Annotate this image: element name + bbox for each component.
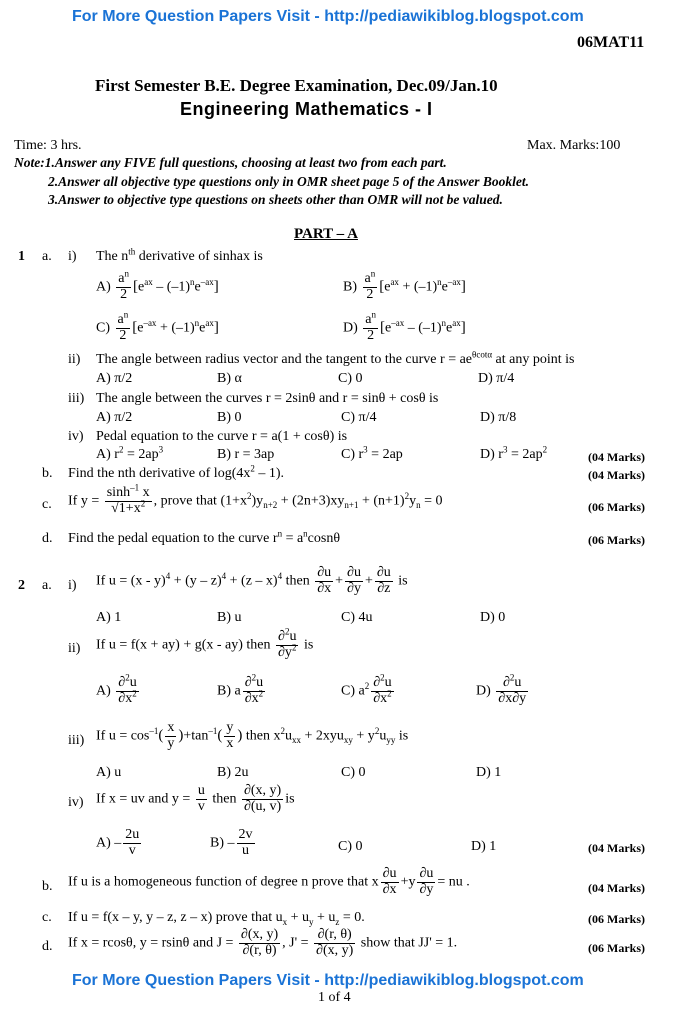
q1a-i-option-a: A) $\frac{a^n}{2}$ $[e^{ax} - (-1)^ne^{-ax}]$ xyxy=(96,268,219,302)
q2a-ii-option-d: D) $\frac{\partial^2u}{\partial x\partial y}$ xyxy=(476,672,527,706)
q1c-marks: (06 Marks) xyxy=(588,500,645,514)
q1a-i-text: The $n^{th}$ derivative of sinhax is xyxy=(96,246,263,264)
q1a-ii-text: The angle between radius vector and the tangent to the curve $r = ae^{\theta cot\alpha}$ at any point is xyxy=(96,349,575,367)
q2a-iv-label: iv) xyxy=(68,795,84,810)
q2a-ii-label: ii) xyxy=(68,641,81,656)
q2a-label: a. xyxy=(42,578,52,593)
q1a-marks: (04 Marks) xyxy=(588,450,645,464)
q1a-i-label: i) xyxy=(68,249,77,264)
q1a-label: a. xyxy=(42,249,52,264)
note-1: Note:1.Answer any FIVE full questions, choosing at least two from each part. xyxy=(14,155,447,170)
note-3: 3.Answer to objective type questions on sheets other than OMR will not be valued. xyxy=(48,192,503,207)
q1a-iii-option-c: C) π/4 xyxy=(341,410,377,425)
q2b-marks: (04 Marks) xyxy=(588,881,645,895)
q1a-iii-text: The angle between the curves r = 2sinθ and r = sinθ + cosθ is xyxy=(96,391,439,406)
top-banner-link[interactable]: For More Question Papers Visit - http://pediawikiblog.blogspot.com xyxy=(72,8,584,25)
q2b-label: b. xyxy=(42,879,53,894)
q1a-iv-option-b: B) r = 3ap xyxy=(217,447,275,462)
q1a-iii-option-a: A) π/2 xyxy=(96,410,133,425)
part-heading: PART – A xyxy=(294,226,358,242)
q1b-marks: (04 Marks) xyxy=(588,468,645,482)
exam-title: First Semester B.E. Degree Examination, Dec.09/Jan.10 xyxy=(95,76,498,95)
q1a-iv-label: iv) xyxy=(68,429,84,444)
q2a-marks: (04 Marks) xyxy=(588,841,645,855)
q1a-iv-option-d: D) $r^3 = 2ap^2$ xyxy=(480,444,548,462)
q2d-label: d. xyxy=(42,939,53,954)
q2a-i-option-b: B) u xyxy=(217,610,242,625)
q1b-label: b. xyxy=(42,466,53,481)
q1a-i-option-d: D) $\frac{a^n}{2}$ $[e^{-ax} - (-1)^ne^{ax}]$ xyxy=(343,309,466,343)
q1d-text: Find the pedal equation to the curve $r^n = a^n\cos n\theta$ xyxy=(68,528,341,546)
q2a-ii-text: If u = f(x + ay) + g(x - ay) then $\frac{\partial^2u}{\partial y^2}$ is xyxy=(96,626,314,660)
q2a-i-label: i) xyxy=(68,578,77,593)
q2a-iii-text: If $u = \cos^{-1}$( $\frac{x}{y}$ )$+\tan^{-1}$( $\frac{y}{x}$ ) then $x^2u_{xx} + 2xyu_{xy} + y^2u_{yy}$ is xyxy=(96,720,409,751)
q2a-ii-option-c: C) $a^2$ $\frac{\partial^2u}{\partial x^2}$ xyxy=(341,672,392,706)
subject-title: Engineering Mathematics - I xyxy=(180,99,433,119)
q1a-ii-label: ii) xyxy=(68,352,81,367)
max-marks-label: Max. Marks:100 xyxy=(527,138,621,153)
q1a-ii-option-c: C) 0 xyxy=(338,371,363,386)
q2b-text: If u is a homogeneous function of degree n prove that x $\frac{\partial u}{\partial x}$ +y $\frac{\partial u}{\partial y}$ = nu . xyxy=(68,866,470,897)
q1a-iii-label: iii) xyxy=(68,391,85,406)
q1a-iv-text: Pedal equation to the curve r = a(1 + cosθ) is xyxy=(96,429,348,444)
q2a-iv-text: If x = uv and y = $\frac{u}{v}$ then $\frac{\partial(x, y)}{\partial(u, v)}$ is xyxy=(96,783,295,814)
q2a-iii-option-c: C) 0 xyxy=(341,765,366,780)
q1a-ii-option-d: D) π/4 xyxy=(478,371,515,386)
q2a-i-option-c: C) 4u xyxy=(341,610,373,625)
q1a-i-option-b: B) $\frac{a^n}{2}$ $[e^{ax} + (-1)^ne^{-ax}]$ xyxy=(343,268,466,302)
paper-code: 06MAT11 xyxy=(577,34,645,51)
time-label: Time: 3 hrs. xyxy=(14,138,82,153)
q1a-iii-option-d: D) π/8 xyxy=(480,410,517,425)
q1a-i-option-c: C) $\frac{a^n}{2}$ $[e^{-ax} + (-1)^ne^{ax}]$ xyxy=(96,309,219,343)
q2a-i-text: If u = (x - y)$^4$ + (y – z)$^4$ + (z – x)$^4$ then $\frac{\partial u}{\partial x}$ + $\frac{\partial u}{\partial y}$ + $\frac{\partial u}{\partial z}$ is xyxy=(96,565,408,596)
page-number: 1 of 4 xyxy=(318,990,351,1005)
q2a-i-option-d: D) 0 xyxy=(480,610,506,625)
q2a-iii-option-b: B) 2u xyxy=(217,765,249,780)
q2d-marks: (06 Marks) xyxy=(588,941,645,955)
q1c-label: c. xyxy=(42,497,52,512)
q2c-marks: (06 Marks) xyxy=(588,912,645,926)
q1a-ii-option-b: B) α xyxy=(217,371,242,386)
q2a-i-option-a: A) 1 xyxy=(96,610,122,625)
q2a-iv-option-a: A) – $\frac{2u}{v}$ xyxy=(96,827,140,858)
q2a-iii-option-a: A) u xyxy=(96,765,122,780)
q2a-iv-option-b: B) – $\frac{2v}{u}$ xyxy=(210,827,253,858)
q1a-iv-option-a: A) $r^2 = 2ap^3$ xyxy=(96,444,164,462)
q1c-text: If y = $\frac{\sinh^{-1} x}{√1+x^2}$ , prove that $(1+x^2)y_{n+2} + (2n+3)xy_{n+1} + (n+1)^2y_n = 0$ xyxy=(68,482,443,516)
q2a-iv-option-d: D) 1 xyxy=(471,839,497,854)
q1d-label: d. xyxy=(42,531,53,546)
q2d-text: If x = rcosθ, y = rsinθ and J = $\frac{\partial(x, y)}{\partial(r, \theta)}$ , J' = $\frac{\partial(r, \theta)}{\partial(x, y)}$ show that JJ' = 1. xyxy=(68,927,458,958)
q2a-ii-option-a: A) $\frac{\partial^2u}{\partial x^2}$ xyxy=(96,672,137,706)
q1a-ii-option-a: A) π/2 xyxy=(96,371,133,386)
q2c-label: c. xyxy=(42,910,52,925)
question-number-2: 2 xyxy=(18,578,25,593)
q1a-iv-option-c: C) $r^3 = 2ap$ xyxy=(341,444,403,462)
bottom-banner-link[interactable]: For More Question Papers Visit - http://pediawikiblog.blogspot.com xyxy=(72,972,584,989)
q2a-ii-option-b: B) a $\frac{\partial^2u}{\partial x^2}$ xyxy=(217,672,264,706)
q2a-iii-option-d: D) 1 xyxy=(476,765,502,780)
question-number-1: 1 xyxy=(18,249,25,264)
q1b-text: Find the nth derivative of $\log(4x^2 - 1)$. xyxy=(68,463,285,481)
q1d-marks: (06 Marks) xyxy=(588,533,645,547)
q2a-iv-option-c: C) 0 xyxy=(338,839,363,854)
q2c-text: If u = f(x – y, y – z, z – x) prove that $u_x + u_y + u_z = 0$. xyxy=(68,910,365,927)
q2a-iii-label: iii) xyxy=(68,733,85,748)
q1a-iii-option-b: B) 0 xyxy=(217,410,242,425)
note-2: 2.Answer all objective type questions only in OMR sheet page 5 of the Answer Booklet. xyxy=(48,174,530,189)
